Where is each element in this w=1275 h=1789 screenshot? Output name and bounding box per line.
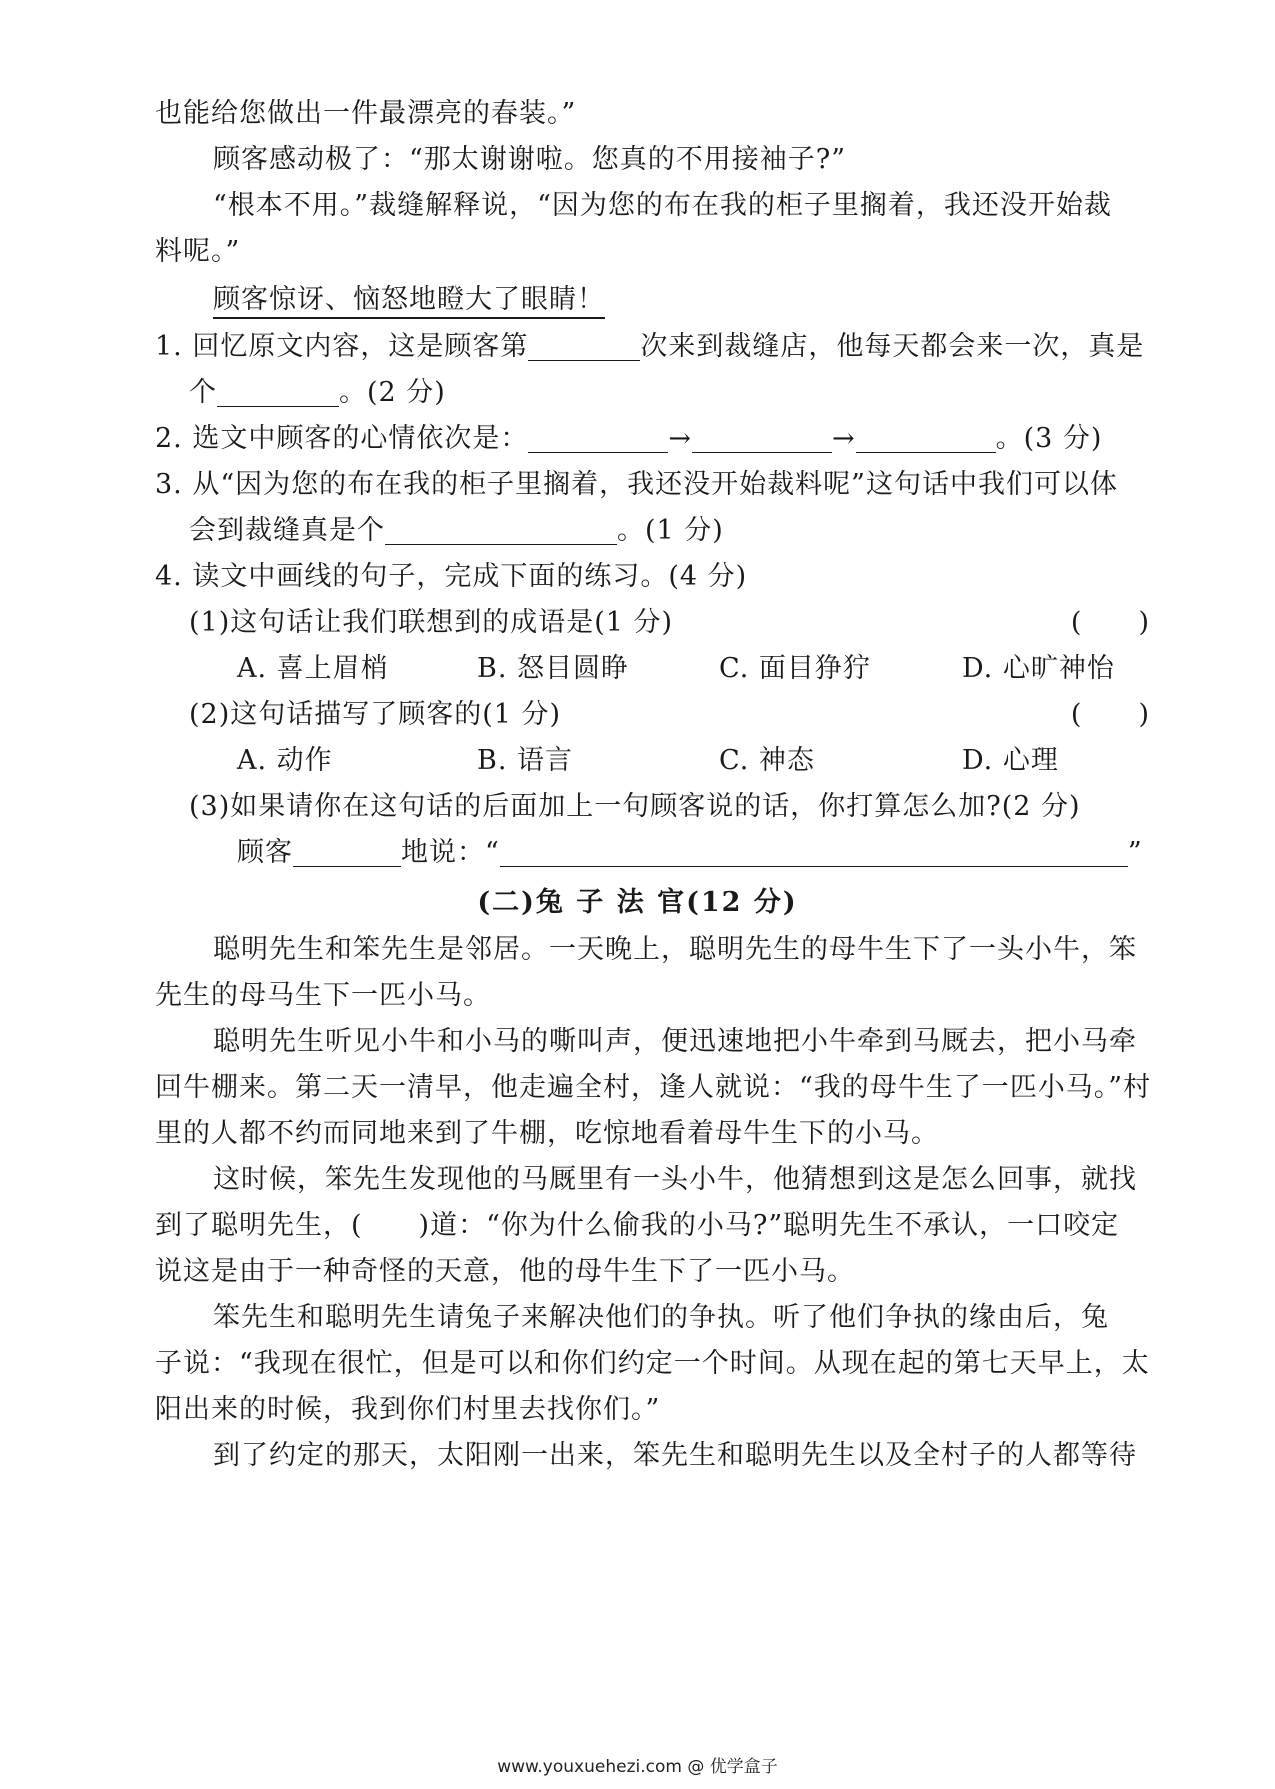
story1-p3b: 料呢。” bbox=[155, 236, 241, 267]
q4-2-answer-paren[interactable]: ( ) bbox=[1070, 699, 1150, 730]
q4-3-blank-1[interactable] bbox=[293, 836, 401, 867]
q1-blank-2[interactable] bbox=[217, 376, 339, 407]
section2-p4b: 子说：“我现在很忙，但是可以和你们约定一个时间。从现在起的第七天早上，太 bbox=[155, 1348, 1150, 1379]
story1-p1: 也能给您做出一件最漂亮的春装。” bbox=[155, 98, 577, 129]
option-c[interactable]: C. 神态 bbox=[719, 745, 815, 776]
q2-blank-2[interactable] bbox=[692, 422, 832, 453]
story1-p2: 顾客感动极了：“那太谢谢啦。您真的不用接袖子?” bbox=[213, 144, 847, 175]
question-4-1 bbox=[189, 605, 1150, 641]
q1b-text-post: 。(2 分) bbox=[339, 377, 446, 408]
footer-watermark: www.youxuehezi.com @ 优学盒子 bbox=[497, 1757, 778, 1777]
arrow-icon: → bbox=[668, 423, 692, 454]
option-c[interactable]: C. 面目狰狞 bbox=[719, 653, 871, 684]
option-d[interactable]: D. 心理 bbox=[962, 745, 1059, 776]
question-2 bbox=[155, 421, 1150, 457]
option-b[interactable]: B. 怒目圆睁 bbox=[477, 653, 630, 684]
question-3-line2 bbox=[189, 513, 1184, 549]
q3-text-pre: 会到裁缝真是个 bbox=[189, 515, 385, 546]
option-a[interactable]: A. 喜上眉梢 bbox=[237, 653, 389, 684]
q4-3-blank-2[interactable] bbox=[500, 836, 1128, 867]
question-4-2 bbox=[189, 697, 1150, 733]
section2-p5: 到了约定的那天，太阳刚一出来，笨先生和聪明先生以及全村子的人都等待 bbox=[213, 1440, 1137, 1471]
q4-3-text-mid: 地说：“ bbox=[401, 837, 500, 868]
section2-p4c: 阳出来的时候，我到你们村里去找你们。” bbox=[155, 1394, 661, 1425]
question-4: 4. 读文中画线的句子，完成下面的练习。(4 分) bbox=[155, 561, 748, 592]
question-4-3-answer bbox=[237, 835, 1150, 871]
question-4-2-options bbox=[237, 743, 1150, 779]
section2-p2b: 回牛棚来。第二天一清早，他走遍全村，逢人就说：“我的母牛生了一匹小马。”村 bbox=[155, 1072, 1152, 1103]
q3-blank[interactable] bbox=[385, 514, 617, 545]
q2-score: 。(3 分) bbox=[995, 423, 1103, 454]
q3-score: 。(1 分) bbox=[617, 515, 724, 546]
q4-3-text-end: ” bbox=[1127, 837, 1143, 868]
q1-text-post: 次来到裁缝店，他每天都会来一次，真是 bbox=[640, 331, 1145, 362]
story1-p3a: “根本不用。”裁缝解释说，“因为您的布在我的柜子里搁着，我还没开始裁 bbox=[213, 190, 1112, 221]
q1-blank-1[interactable] bbox=[528, 330, 640, 361]
q1-text-pre: 1. 回忆原文内容，这是顾客第 bbox=[155, 331, 529, 362]
question-4-3: (3)如果请你在这句话的后面加上一句顾客说的话，你打算怎么加?(2 分) bbox=[189, 791, 1081, 822]
q2-text: 2. 选文中顾客的心情依次是： bbox=[155, 423, 529, 454]
section2-p4a: 笨先生和聪明先生请兔子来解决他们的争执。听了他们争执的缘由后，兔 bbox=[213, 1302, 1109, 1333]
section2-p1a: 聪明先生和笨先生是邻居。一天晚上，聪明先生的母牛生下了一头小牛，笨 bbox=[213, 934, 1137, 965]
option-b[interactable]: B. 语言 bbox=[477, 745, 574, 776]
section2-p1b: 先生的母马生下一匹小马。 bbox=[155, 980, 491, 1011]
question-3-line1: 3. 从“因为您的布在我的柜子里搁着，我还没开始裁料呢”这句话中我们可以体 bbox=[155, 469, 1118, 500]
story1-p4: 顾客惊讶、恼怒地瞪大了眼睛！ bbox=[213, 284, 605, 319]
q2-blank-3[interactable] bbox=[856, 422, 996, 453]
section2-p2a: 聪明先生听见小牛和小马的嘶叫声，便迅速地把小牛牵到马厩去，把小马牵 bbox=[213, 1026, 1137, 1057]
question-1-line1 bbox=[155, 329, 1150, 365]
question-1-line2 bbox=[189, 375, 1184, 411]
q4-1-answer-paren[interactable]: ( ) bbox=[1070, 607, 1150, 638]
section2-p3a: 这时候，笨先生发现他的马厩里有一头小牛，他猜想到这是怎么回事，就找 bbox=[213, 1164, 1137, 1195]
section2-p3b: 到了聪明先生，( )道：“你为什么偷我的小马?”聪明先生不承认，一口咬定 bbox=[155, 1210, 1120, 1241]
question-4-1-options bbox=[237, 651, 1150, 687]
arrow-icon: → bbox=[831, 423, 856, 454]
option-a[interactable]: A. 动作 bbox=[237, 745, 333, 776]
option-d[interactable]: D. 心旷神怡 bbox=[962, 653, 1115, 684]
section2-p3c: 说这是由于一种奇怪的天意，他的母牛生下了一匹小马。 bbox=[155, 1256, 855, 1287]
q2-blank-1[interactable] bbox=[528, 422, 668, 453]
q4-2-text: (2)这句话描写了顾客的(1 分) bbox=[189, 699, 562, 730]
q4-1-text: (1)这句话让我们联想到的成语是(1 分) bbox=[189, 607, 674, 638]
section-2-title: (二)兔 子 法 官(12 分) bbox=[477, 887, 798, 918]
q1b-text-pre: 个 bbox=[189, 377, 217, 408]
section2-p2c: 里的人都不约而同地来到了牛棚，吃惊地看着母牛生下的小马。 bbox=[155, 1118, 939, 1149]
underlined-sentence bbox=[213, 282, 1208, 318]
q4-3-text-pre: 顾客 bbox=[237, 837, 293, 868]
